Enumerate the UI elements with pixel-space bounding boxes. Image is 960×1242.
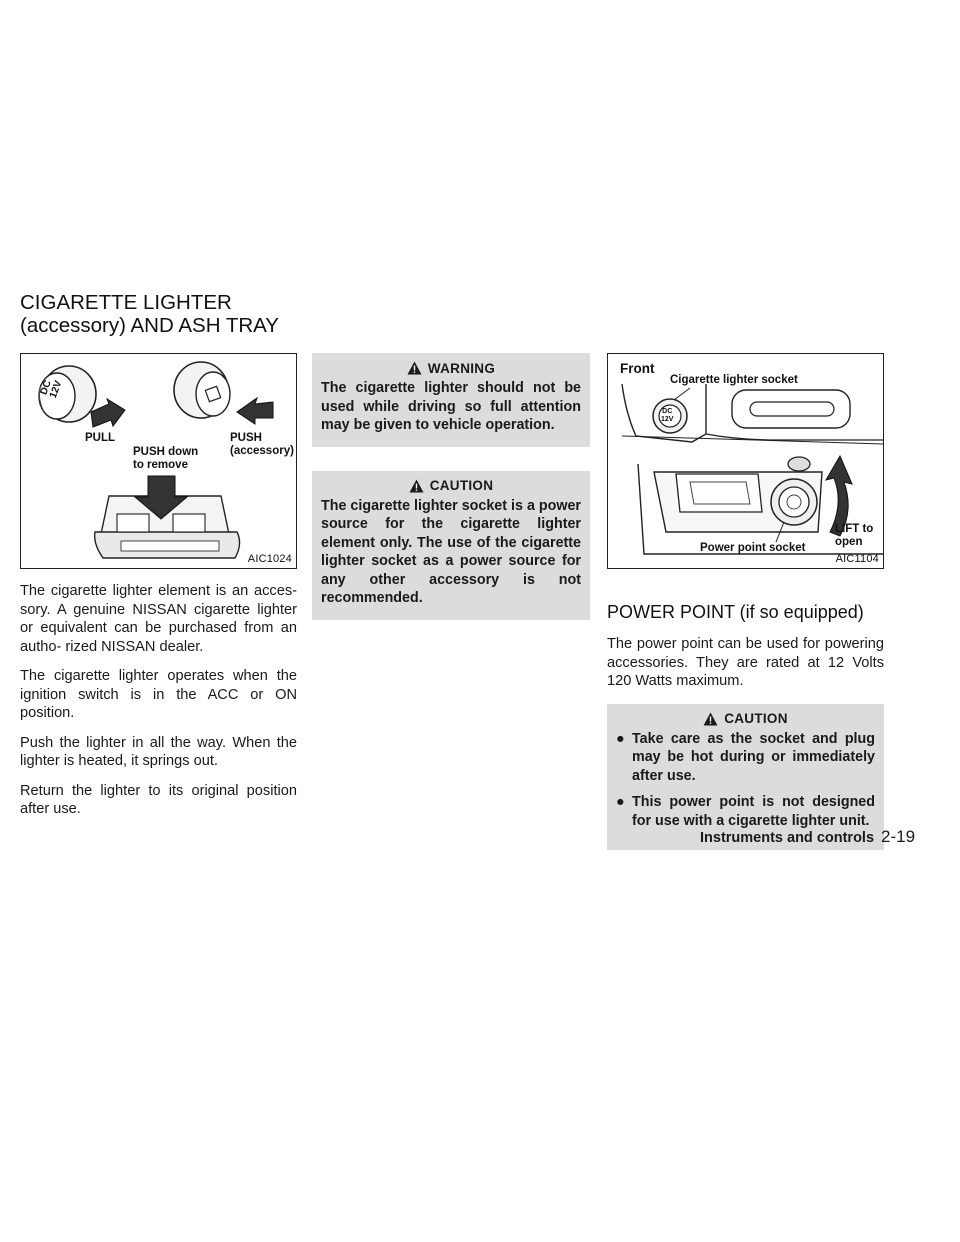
caution-header (616, 704, 875, 730)
warning-heading: WARNING (427, 360, 496, 376)
power-point-figure (607, 353, 884, 569)
lighter-socket-label: Cigarette lighter socket (670, 374, 798, 386)
dc12v-marking: DC 12V (661, 408, 674, 423)
warning-header (321, 353, 581, 379)
page-title-line-2: (accessory) AND ASH TRAY (20, 314, 279, 337)
figure-code: AIC1104 (835, 553, 879, 565)
paragraph: Push the lighter in all the way. When the lighter is heated, it springs out. (20, 734, 297, 769)
caution-icon (703, 712, 718, 726)
paragraph: Return the lighter to its original position after use. (20, 782, 297, 817)
section-heading: POWER POINT (if so equipped) (607, 602, 864, 622)
caution-header (321, 471, 581, 497)
caution-bullet (616, 730, 875, 786)
warning-text: The cigarette lighter should not be used while driving so full attention may be given to vehicle operation. (321, 380, 581, 433)
middle-column (312, 353, 590, 644)
bullet-text: Take care as the socket and plug may be hot during or immediately after use. (632, 730, 875, 784)
lighter-ashtray-figure (20, 353, 297, 569)
caution-icon (409, 479, 424, 493)
figure-code: AIC1024 (247, 553, 292, 565)
caution-box (312, 471, 590, 620)
pull-label: PULL (85, 432, 116, 444)
page-title (20, 291, 279, 337)
caution-heading: CAUTION (724, 711, 788, 726)
push-accessory-label: PUSH (accessory) (230, 432, 294, 457)
caution-bullet (616, 793, 875, 830)
front-label: Front (620, 361, 655, 376)
paragraph: The cigarette lighter operates when the ignition switch is in the ACC or ON position. (20, 668, 297, 721)
paragraph: The cigarette lighter element is an acces- sory. A genuine NISSAN cigarette lighter or equivalent can be purchased from an autho- rized NISSAN dealer. (20, 583, 297, 655)
footer-section-title: Instruments and controls (700, 830, 875, 846)
right-column (607, 353, 884, 874)
bullet-text: This power point is not designed for use with a cigarette lighter unit. (632, 794, 875, 829)
page-title-line-1: CIGARETTE LIGHTER (20, 291, 232, 314)
push-down-label: PUSH down to remove (133, 446, 199, 471)
left-column (20, 353, 297, 830)
power-point-socket-label: Power point socket (700, 542, 806, 554)
bullet-icon: ● (616, 794, 625, 810)
warning-box (312, 353, 590, 447)
bullet-icon: ● (616, 730, 625, 747)
page-number: 2-19 (881, 827, 916, 846)
caution-text: The cigarette lighter socket is a power source for the cigarette lighter element only. The use of the cigarette lighter socket as a power source for any other accessory is not recommended. (321, 497, 581, 606)
lift-label: LIFT to open (835, 523, 874, 548)
paragraph: The power point can be used for powering accessories. They are rated at 12 Volts 120 Watts maximum. (607, 636, 884, 689)
warning-icon (407, 361, 422, 375)
page-footer (700, 827, 940, 847)
dc12v-marking: DC 12V (38, 379, 65, 400)
caution-heading: CAUTION (429, 478, 494, 493)
